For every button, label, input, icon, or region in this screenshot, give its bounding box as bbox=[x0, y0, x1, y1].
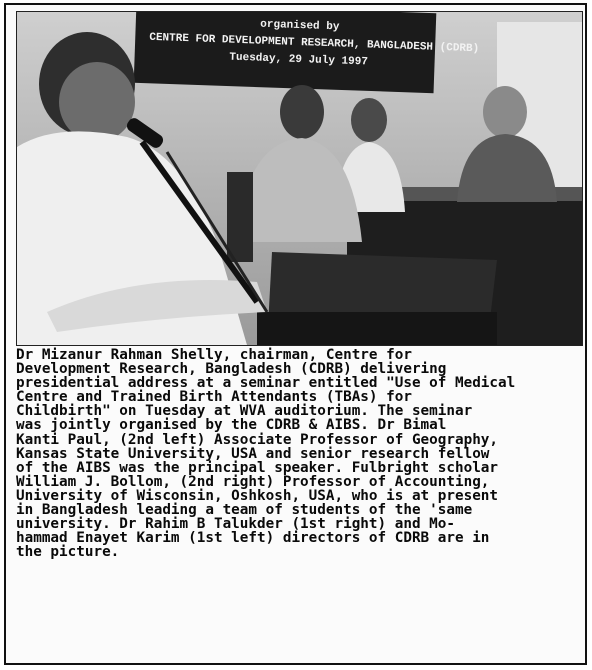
banner-line: organised by bbox=[260, 18, 340, 34]
chair bbox=[227, 172, 253, 262]
seminar-photo bbox=[16, 11, 583, 346]
banner-text bbox=[148, 13, 480, 85]
person-second-head bbox=[280, 85, 324, 139]
caption-line: was jointly organised by the CDRB & AIBS. Dr Bimal bbox=[16, 417, 447, 434]
banner-line: Tuesday, 29 July 1997 bbox=[229, 51, 369, 69]
caption-line: Childbirth" on Tuesday at WVA auditorium. The seminar bbox=[16, 403, 473, 420]
news-clipping bbox=[4, 3, 587, 665]
lectern-base bbox=[257, 312, 497, 345]
caption-line: Development Research, Bangladesh (CDRB) delivering bbox=[16, 361, 447, 378]
caption-line: the picture. bbox=[16, 544, 120, 561]
banner-line: CENTRE FOR DEVELOPMENT RESEARCH, BANGLADESH (CDRB) bbox=[149, 31, 480, 56]
caption-line: presidential address at a seminar entitled "Use of Medical bbox=[16, 375, 516, 392]
caption-line: Kansas State University, USA and senior research fellow bbox=[16, 445, 490, 462]
caption-line: William J. Bollom, (2nd right) Professor of Accounting, bbox=[16, 473, 490, 490]
caption-line: University of Wisconsin, Oshkosh, USA, who is at present bbox=[16, 487, 499, 504]
caption-line: of the AIBS was the principal speaker. Fulbright scholar bbox=[16, 459, 499, 476]
caption-line: Kanti Paul, (2nd left) Associate Professor of Geography, bbox=[16, 431, 499, 448]
caption-line: Centre and Trained Birth Attendants (TBAs) for bbox=[16, 389, 412, 406]
person-right-head bbox=[483, 86, 527, 138]
photo-caption bbox=[16, 348, 582, 559]
caption-line: university. Dr Rahim B Talukder (1st right) and Mo- bbox=[16, 516, 455, 533]
person-middle-head bbox=[351, 98, 387, 142]
speaker-face bbox=[59, 62, 135, 142]
caption-line: Dr Mizanur Rahman Shelly, chairman, Centre for bbox=[16, 347, 412, 363]
caption-line: in Bangladesh leading a team of students of the 'same bbox=[16, 502, 473, 519]
caption-line: hammad Enayet Karim (1st left) directors of CDRB are in bbox=[16, 530, 490, 547]
